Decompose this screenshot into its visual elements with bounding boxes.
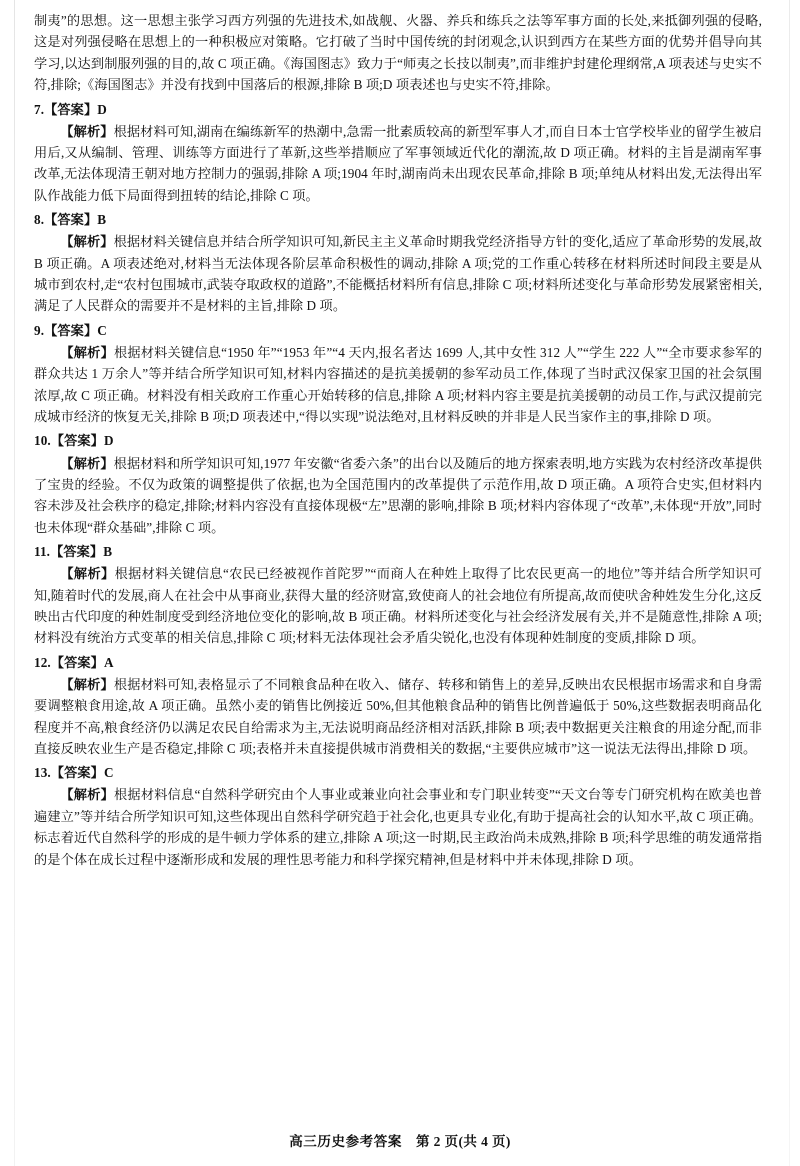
analysis-10 — [34, 453, 762, 539]
answer-item-13 — [34, 762, 762, 870]
analysis-12 — [34, 674, 762, 760]
analysis-tag-11: 【解析】 — [60, 566, 115, 582]
answer-value-9: C — [97, 322, 107, 338]
answer-heading-10 — [34, 430, 762, 451]
analysis-text-7: 根据材料可知,湖南在编练新军的热潮中,急需一批素质较高的新型军事人才,而自日本士官学校毕业的留学生被启用后,又从编制、管理、训练等方面进行了革新,这些举措顺应了军事领域近代化的潮流,故 D 项正确。材料的主旨是湖南军事改革,无法体现清王朝对地方控制力的强弱,排除 A 项;1904 年时,湖南尚未出现农民革命,排除 B 项;单纯从材料出发,无法得出军队作战能力低下局面得到扭转的结论,排除 C 项。 — [34, 123, 762, 203]
analysis-tag-10: 【解析】 — [60, 455, 114, 471]
analysis-13 — [34, 784, 762, 870]
page-left-edge-line — [14, 0, 15, 1166]
analysis-11 — [34, 563, 762, 649]
answer-label-11: 【答案】 — [50, 544, 104, 559]
answer-heading-12 — [34, 652, 762, 673]
answer-label-12: 【答案】 — [50, 654, 104, 670]
intro-paragraph: 制夷”的思想。这一思想主张学习西方列强的先进技术,如战舰、火器、养兵和练兵之法等军事方面的长处,来抵御列强的侵略,这是对列强侵略在思想上的一种积极应对策略。它打破了当时中国传统的封闭观念,认识到西方在某些方面的优势并倡导向其学习,以达到制服列强的目的,故 C 项正确。《海国图志》致力于“师夷之长技以制夷”,而非维护封建伦理纲常,A 项表述与史实不符,排除;《海国图志》并没有找到中国落后的根源,排除 B 项;D 项表述也与史实不符,排除。 — [34, 13, 762, 93]
footer-page-number: 第 2 页(共 4 页) — [416, 1134, 511, 1149]
answer-value-11: B — [103, 544, 113, 559]
answer-value-13: C — [103, 765, 114, 781]
analysis-text-13: 根据材料信息“自然科学研究由个人事业或兼业向社会事业和专门职业转变”“天文台等专门研究机构在欧美也普遍建立”等并结合所学知识可知,这些体现出自然科学研究趋于社会化,也更具专业化,有助于提高社会的认知水平,故 C 项正确。标志着近代自然科学的形成的是牛顿力学体系的建立,排除 A 项;这一时期,民主政治尚未成熟,排除 B 项;科学思维的萌发通常指的是个体在成长过程中逐渐形成和发展的理性思考能力和科学探究精神,但是材料中并未体现,排除 D 项。 — [34, 787, 762, 867]
page-footer — [0, 1130, 800, 1150]
answer-label-9: 【答案】 — [44, 322, 98, 338]
analysis-tag-8: 【解析】 — [60, 234, 114, 250]
answer-heading-8 — [34, 209, 762, 230]
question-number-12: 12. — [34, 654, 51, 670]
analysis-text-9: 根据材料关键信息“1950 年”“1953 年”“4 天内,报名者达 1699 人,其中女性 312 人”“学生 222 人”“全市要求参军的群众共达 1 万余人”等并结合所学知识可知,材料内容描述的是抗美援朝的参军动员工作,体现了当时武汉保家卫国的社会氛围浓厚,故 C 项正确。材料没有相关政府工作重心开始转移的信息,排除 A 项;材料内容主要是抗美援朝的动员工作,与武汉提前完成城市经济的恢复无关,排除 B 项;D 项表述中,“得以实现”说法绝对,且材料反映的并非是人民当家作主的事,排除 D 项。 — [34, 344, 762, 424]
question-number-9: 9. — [34, 322, 45, 338]
answer-heading-11 — [34, 541, 762, 562]
answer-label-13: 【答案】 — [50, 765, 104, 781]
answer-heading-7 — [34, 99, 762, 120]
analysis-tag-13: 【解析】 — [60, 787, 115, 803]
answer-item-11 — [34, 541, 762, 649]
answer-value-10: D — [103, 433, 114, 449]
answer-label-7: 【答案】 — [44, 101, 98, 117]
answer-value-8: B — [97, 212, 107, 228]
answer-heading-9 — [34, 320, 762, 341]
analysis-tag-9: 【解析】 — [60, 344, 114, 360]
answer-item-8 — [34, 209, 762, 317]
footer-title: 高三历史参考答案 — [289, 1134, 402, 1149]
question-number-13: 13. — [34, 765, 51, 781]
analysis-text-8: 根据材料关键信息并结合所学知识可知,新民主主义革命时期我党经济指导方针的变化,适应了革命形势的发展,故 B 项正确。A 项表述绝对,材料当无法体现各阶层革命积极性的调动,排除 A 项;党的工作重心转移在材料所述时间段主要是从城市到农村,走“农村包围城市,武装夺取政权的道路”,不能概括材料所有信息,排除 C 项;材料所述变化与革命形势发展紧密相关,满足了人民群众的需要并不是材料的主旨,排除 D 项。 — [34, 234, 762, 314]
answer-item-12 — [34, 652, 762, 760]
answer-heading-13 — [34, 762, 762, 783]
answer-label-10: 【答案】 — [50, 433, 104, 449]
question-number-8: 8. — [34, 212, 45, 228]
question-number-7: 7. — [34, 101, 45, 117]
analysis-9 — [34, 342, 762, 428]
analysis-text-12: 根据材料可知,表格显示了不同粮食品种在收入、储存、转移和销售上的差异,反映出农民根据市场需求和自身需要调整粮食用途,故 A 项正确。虽然小麦的销售比例接近 50%,但其他粮食品种的销售比例普遍低于 50%,这些数据表明商品化程度并不高,粮食经济仍以满足农民自给需求为主,无法说明商品经济相对活跃,排除 B 项;表中数据更关注粮食的用途分配,而非直接反映农业生产是否稳定,排除 C 项;表格并未直接提供城市消费相关的数据,“主要供应城市”这一说法无法得出,排除 D 项。 — [34, 676, 763, 756]
analysis-8 — [34, 231, 762, 317]
answer-value-7: D — [97, 101, 107, 117]
analysis-text-11: 根据材料关键信息“农民已经被视作首陀罗”“而商人在种姓上取得了比农民更高一的地位”等并结合所学知识可知,随着时代的发展,商人在社会中从事商业,获得大量的经济财富,致使商人的社会地位有所提高,故而使吠舍种姓发生分化,这反映出古代印度的种姓制度受到经济地位变化的影响,故 B 项正确。材料所述变化与社会经济发展有关,并不是随意性,排除 A 项;材料没有统治方式变革的相关信息,排除 C 项;材料无法体现社会矛盾尖锐化,也没有体现种姓制度的变质,排除 D 项。 — [34, 566, 762, 646]
question-number-10: 10. — [34, 433, 51, 449]
answer-label-8: 【答案】 — [44, 212, 98, 228]
analysis-text-10: 根据材料和所学知识可知,1977 年安徽“省委六条”的出台以及随后的地方探索表明,地方实践为农村经济改革提供了宝贵的经验。不仅为政策的调整提供了依据,也为全国范围内的改革提供了示范作用,故 D 项正确。A 项符合史实,但材料内容未涉及社会秩序的稳定,排除;材料内容没有直接体现极“左”思潮的影响,排除 B 项;材料内容体现了“改革”,未体现“开放”,同时也未体现“群众基础”,排除 C 项。 — [34, 455, 762, 535]
answer-item-7 — [34, 99, 762, 207]
analysis-tag-7: 【解析】 — [60, 123, 114, 139]
analysis-tag-12: 【解析】 — [60, 676, 114, 692]
analysis-7 — [34, 121, 762, 207]
answer-item-9 — [34, 320, 762, 428]
page-right-edge-line — [789, 0, 790, 1166]
intro-paragraph-block — [34, 10, 762, 96]
answer-value-12: A — [103, 654, 114, 670]
question-number-11: 11. — [34, 544, 51, 559]
answer-item-10 — [34, 430, 762, 538]
